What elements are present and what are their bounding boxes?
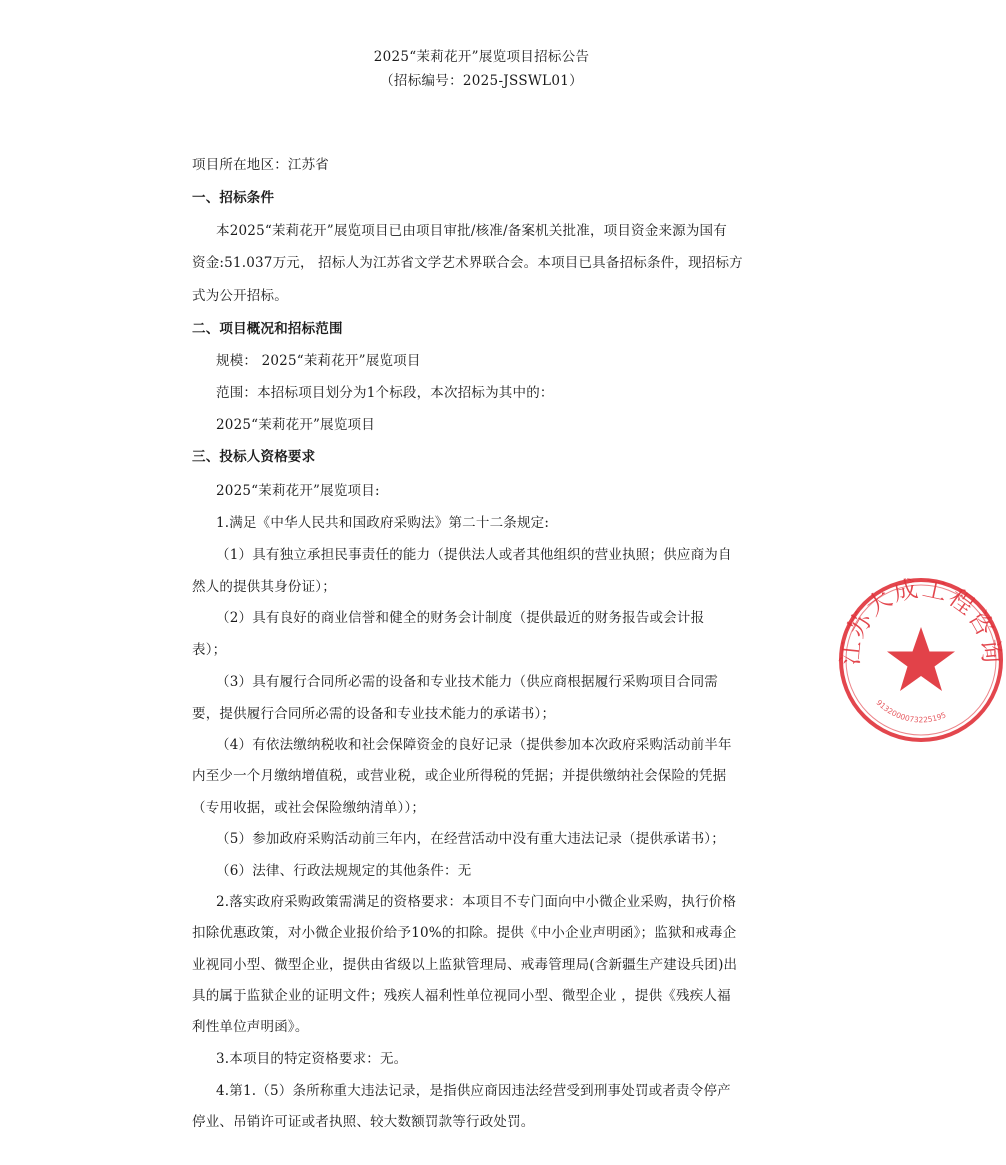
- project-lot: 2025“茉莉花开”展览项目: [216, 417, 375, 433]
- list-item: （6）法律、行政法规规定的其他条件：无: [216, 863, 472, 879]
- list-item: （4）有依法缴纳税收和社会保障资金的良好记录（提供参加本次政府采购活动前半年: [216, 737, 732, 753]
- project-region: 项目所在地区：江苏省: [192, 157, 329, 173]
- list-item: （1）具有独立承担民事责任的能力（提供法人或者其他组织的营业执照；供应商为自: [216, 547, 732, 563]
- section-heading-3: 三、投标人资格要求: [192, 449, 316, 465]
- tender-code: （招标编号：2025-JSSWL01）: [380, 73, 583, 89]
- list-item: （3）具有履行合同所必需的设备和专业技术能力（供应商根据履行采购项目合同需: [216, 674, 718, 690]
- list-item: 3.本项目的特定资格要求：无。: [216, 1051, 408, 1067]
- document-title: 2025“茉莉花开”展览项目招标公告: [373, 49, 590, 65]
- list-item: （专用收据，或社会保险缴纳清单））；: [192, 800, 426, 816]
- list-item: （5）参加政府采购活动前三年内，在经营活动中没有重大违法记录（提供承诺书）；: [216, 831, 725, 847]
- list-item: 表）；: [192, 642, 227, 658]
- list-item: 业视同小型、微型企业，提供由省级以上监狱管理局、戒毒管理局(含新疆生产建设兵团)出: [192, 957, 738, 973]
- section-heading-2: 二、项目概况和招标范围: [192, 321, 343, 337]
- paragraph-line: 2025“茉莉花开”展览项目:: [216, 483, 380, 499]
- list-item: 内至少一个月缴纳增值税，或营业税，或企业所得税的凭据；并提供缴纳社会保险的凭据: [192, 768, 727, 784]
- list-item: 4.第1.（5）条所称重大违法记录，是指供应商因违法经营受到刑事处罚或者责令停产: [216, 1083, 731, 1099]
- project-scale: 规模： 2025“茉莉花开”展览项目: [216, 353, 421, 369]
- paragraph-line: 本2025“茉莉花开”展览项目已由项目审批/核准/备案机关批准，项目资金来源为国有: [216, 223, 727, 239]
- list-item: 1.满足《中华人民共和国政府采购法》第二十二条规定:: [216, 515, 550, 531]
- list-item: 扣除优惠政策，对小微企业报价给予10%的扣除。提供《中小企业声明函》；监狱和戒毒企: [192, 925, 737, 941]
- paragraph-line: 式为公开招标。: [192, 288, 288, 304]
- svg-text:9132000073225195: 9132000073225195: [874, 697, 948, 725]
- list-item: 2.落实政府采购政策需满足的资格要求：本项目不专门面向中小微企业采购，执行价格: [216, 894, 737, 910]
- paragraph-line: 资金:51.037万元， 招标人为江苏省文学艺术界联合会。本项目已具备招标条件，现招标方: [192, 255, 743, 271]
- list-item: 然人的提供其身份证）；: [192, 579, 336, 595]
- list-item: 具的属于监狱企业的证明文件；残疾人福利性单位视同小型、微型企业 ，提供《残疾人福: [192, 988, 731, 1004]
- list-item: 要，提供履行合同所必需的设备和专业技术能力的承诺书）；: [192, 706, 556, 722]
- project-scope: 范围：本招标项目划分为1个标段，本次招标为其中的：: [216, 385, 554, 401]
- official-seal-icon: [836, 575, 1006, 745]
- list-item: （2）具有良好的商业信誉和健全的财务会计制度（提供最近的财务报告或会计报: [216, 610, 705, 626]
- section-heading-1: 一、招标条件: [192, 190, 275, 206]
- list-item: 利性单位声明函》。: [192, 1019, 309, 1035]
- list-item: 停业、吊销许可证或者执照、较大数额罚款等行政处罚。: [192, 1114, 535, 1130]
- svg-text:江苏大成工程咨询: 江苏大成工程咨询: [836, 575, 1006, 667]
